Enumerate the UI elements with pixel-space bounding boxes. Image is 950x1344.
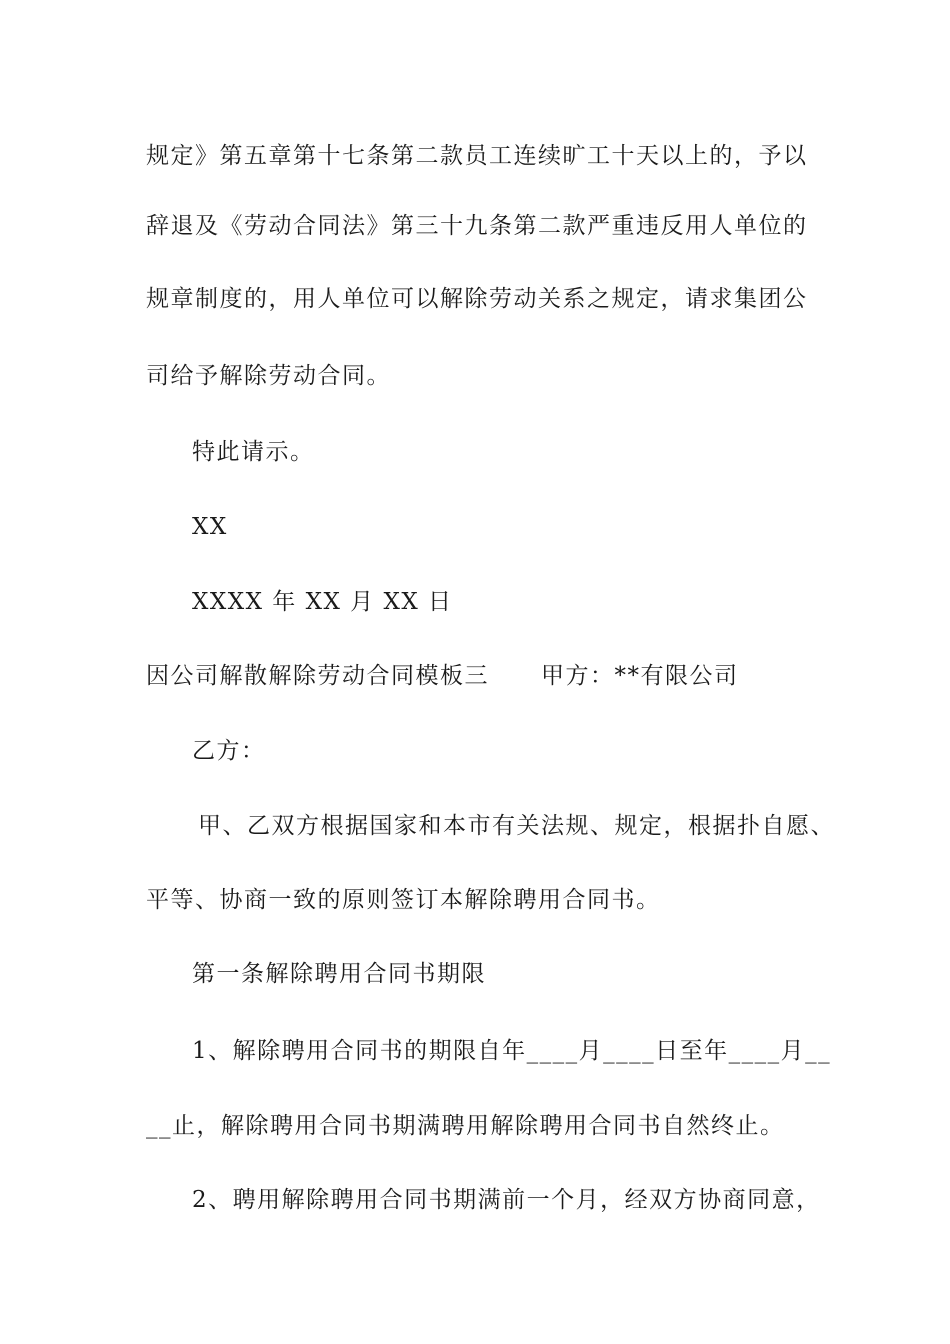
paragraph-line: 甲、乙双方根据国家和本市有关法规、规定，根据扑自愿、 xyxy=(198,813,835,839)
template-heading-line xyxy=(146,660,739,692)
template-title: 因公司解散解除劳动合同模板三 xyxy=(146,663,489,689)
paragraph-line: 平等、协商一致的原则签订本解除聘用合同书。 xyxy=(146,887,661,913)
paragraph-line: 司给予解除劳动合同。 xyxy=(146,363,391,389)
signatory: XX xyxy=(192,514,228,540)
paragraph-line: 规章制度的，用人单位可以解除劳动关系之规定，请求集团公 xyxy=(146,286,808,312)
article-heading: 第一条解除聘用合同书期限 xyxy=(192,961,486,987)
date-line: XXXX 年 XX 月 XX 日 xyxy=(192,589,453,615)
closing-phrase: 特此请示。 xyxy=(192,439,315,465)
clause-line: __止，解除聘用合同书期满聘用解除聘用合同书自然终止。 xyxy=(146,1113,785,1139)
clause-line: 1、解除聘用合同书的期限自年____月____日至年____月__ xyxy=(192,1038,832,1064)
party-a: 甲方：**有限公司 xyxy=(541,663,739,689)
paragraph-line: 规定》第五章第十七条第二款员工连续旷工十天以上的，予以 xyxy=(146,143,808,169)
clause-line: 2、聘用解除聘用合同书期满前一个月，经双方协商同意， xyxy=(192,1187,821,1213)
party-b: 乙方： xyxy=(192,738,266,764)
paragraph-line: 辞退及《劳动合同法》第三十九条第二款严重违反用人单位的 xyxy=(146,213,808,239)
